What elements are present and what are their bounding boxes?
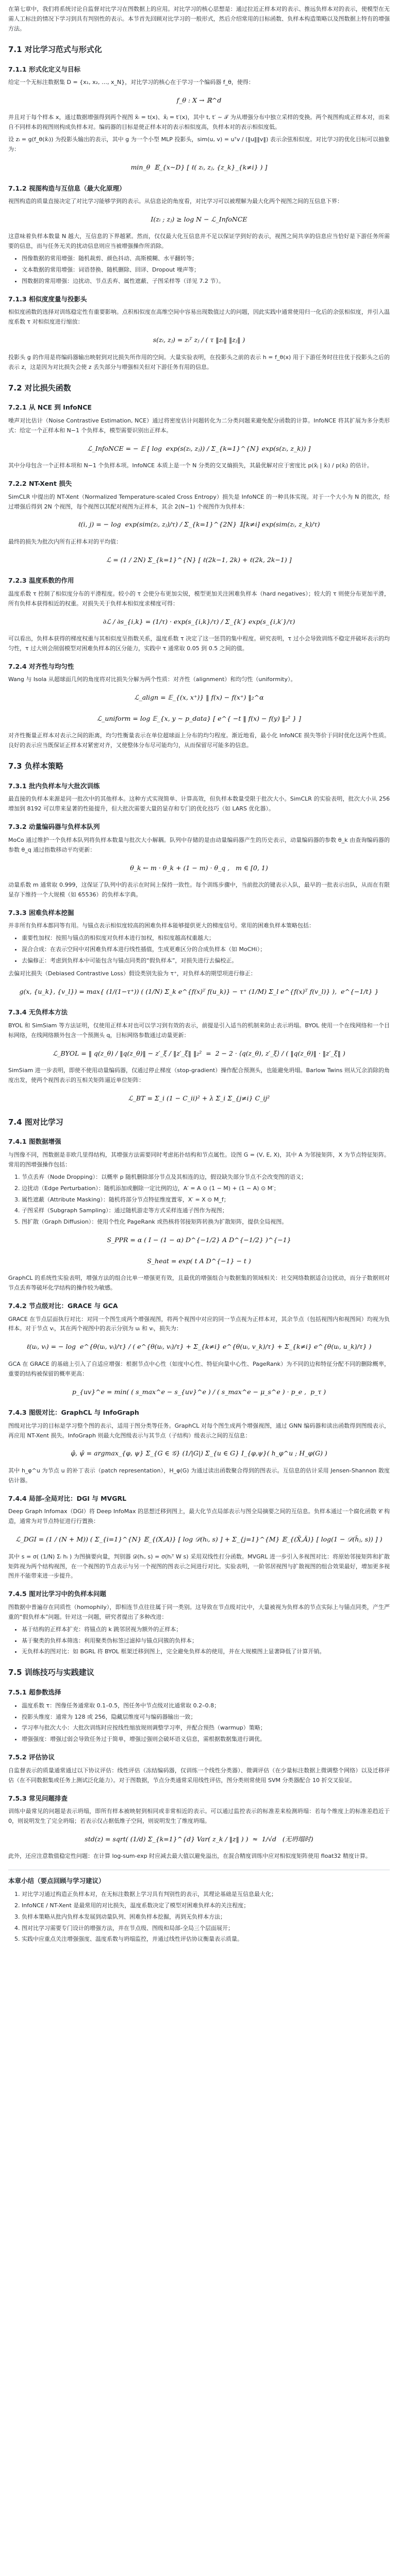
subsection-7-5-2-heading: 7.5.2 评估协议	[8, 1753, 55, 1761]
bullet-list	[8, 1701, 390, 1745]
subsection-7-1-2-heading: 7.1.2 视图构造与互信息（最大化原理）	[8, 184, 126, 192]
paragraph: 最终的损失为批次内所有正样本对的平均值：	[8, 538, 122, 545]
list-item: • 温度系数 τ：图像任务通常取 0.1–0.5，图任务中节点级对比通常取 0.2–0.8；	[22, 1701, 390, 1711]
paragraph: 投影头 g 的作用是将编码器输出映射到对比损失所作用的空间。大量实验表明，在投影头之前的表示 h = f_θ(x) 用于下游任务时往往优于投影头之后的表示 z，这是因为对比损失会使 z 丢失部分与增强相关但对下游任务有用的信息。	[8, 353, 390, 370]
section-7-4-heading: 7.4 图对比学习	[8, 1117, 63, 1127]
subsection-7-4-1-heading: 7.4.1 图数据增强	[8, 1138, 61, 1146]
equation: ℒ_uniform = log 𝔼_{x, y ∼ p_data} [ e^{ −t ‖ f(x) − f(y) ‖₂² } ]	[97, 714, 301, 722]
intro-paragraph: 在第七章中，我们将系统讨论自监督对比学习在图数据上的应用。对比学习的核心思想是：通过拉近正样本对的表示、推远负样本对的表示，使模型在无需人工标注的情况下学习到具有判别性的表示。本节首先回顾对比学习的一般形式，然后介绍常用的目标函数、负样本构造策略以及图数据上特有的增强方法。	[8, 6, 390, 32]
subsection-7-4-2-heading: 7.4.2 节点级对比：GRACE 与 GCA	[8, 1302, 118, 1310]
subsection-7-3-2-heading: 7.3.2 动量编码器与负样本队列	[8, 823, 100, 831]
paragraph: 对齐性衡量正样本对表示之间的距离，均匀性衡量表示在单位超球面上分布的均匀程度。渐近地看，最小化 InfoNCE 损失等价于同时优化这两个性质。良好的表示应当既保证正样本对紧密对齐，又使整体分布尽可能均匀，从而保留尽可能多的信息。	[8, 732, 390, 749]
paragraph: 相似度函数的选择对训练稳定性有重要影响。点积相似度在高维空间中容易出现数值过大的问题，因此实践中通常使用归一化后的余弦相似度，并引入温度系数 τ 对相似度进行缩放：	[8, 309, 390, 326]
subsection-7-4-5-heading: 7.4.5 图对比学习中的负样本问题	[8, 1590, 106, 1598]
subsection-7-2-2-heading: 7.2.2 NT-Xent 损失	[8, 480, 72, 488]
paragraph: 并非所有负样本都同等有用。与锚点表示相似度较高的困难负样本能够提供更大的梯度信号。常用的困难负样本策略包括：	[8, 922, 314, 929]
equation: S_heat = exp( t A D^{−1} − t )	[147, 1257, 251, 1265]
chapter-summary	[8, 1870, 390, 1944]
equation: ℓ(i, j) = − log exp(sim(zᵢ, zⱼ)/τ) / Σ_{k=1}^{2N} 𝟙[k≠i] exp(sim(zᵢ, z_k)/τ)	[78, 520, 320, 529]
subsection-7-1-3-heading: 7.1.3 相似度度量与投影头	[8, 295, 87, 303]
bullet-list	[8, 1625, 390, 1657]
list-item: • 投影头维度：通常为 128 或 256，隐藏层维度可与编码器输出一致；	[22, 1713, 390, 1722]
paragraph: 最直接的负样本来源是同一批次中的其他样本。这种方式实现简单、计算高效，但负样本数量受限于批次大小。SimCLR 的实验表明，批次大小从 256 增加到 8192 可以带来显著的性能提升，但大批次需要大量的显存和专门的优化技巧（如 LARS 优化器）。	[8, 795, 390, 812]
equation: ℓ(uᵢ, vᵢ) = − log e^{θ(uᵢ, vᵢ)/τ} / ( e^{θ(uᵢ, vᵢ)/τ} + Σ_{k≠i} e^{θ(uᵢ, v_k)/τ} + Σ_{k≠i} e^{θ(uᵢ, u_k)/τ} )	[26, 1343, 372, 1351]
subsection-7-1-1-heading: 7.1.1 形式化定义与目标	[8, 65, 80, 73]
numbered-list	[8, 1173, 390, 1228]
equation: min_θ 𝔼_{x∼D} [ ℓ( zᵢ, zⱼ, {z_k}_{k≠i} ) ]	[130, 163, 268, 172]
equation: ∂ℒ / ∂s_{i,k} = (1/τ) · exp(s_{i,k}/τ) / Σ_{k′} exp(s_{i,k′}/τ)	[103, 617, 295, 625]
equation: ℒ_BYOL = ‖ q(z_θ) / ‖q(z_θ)‖ − z′_ξ / ‖z′_ξ‖ ‖₂² = 2 − 2 · ⟨q(z_θ), z′_ξ⟩ / ( ‖q(z_θ)‖ · ‖z′_ξ‖ )	[53, 1049, 345, 1057]
equation: ℒ_InfoNCE = − 𝔼 [ log exp(s(zᵢ, zⱼ)) / Σ_{k=1}^{N} exp(s(zᵢ, z_k)) ]	[87, 444, 311, 452]
subsection-7-2-4-heading: 7.2.4 对齐性与均匀性	[8, 662, 74, 670]
equation: g(x, {u_k}, {v_l}) = max{ (1/(1−τ⁺)) ( (1/N) Σ_k e^{f(x)ᵀ f(u_k)} − τ⁺ (1/M) Σ_l e^{f(x)ᵀ f(v_l)} ), e^{−1/t} }	[19, 987, 379, 995]
paragraph: SimCLR 中提出的 NT-Xent（Normalized Temperature-scaled Cross Entropy）损失是 InfoNCE 的一种具体实现。对于一个大小为 N 的批次，经过增强后得到 2N 个视图，每个视图以其配对视图为正样本，其余 2(N−1) 个视图作为负样本：	[8, 493, 390, 510]
equation: θ_k ← m · θ_k + (1 − m) · θ_q , m ∈ [0, 1)	[130, 863, 268, 872]
list-item: • 文本数据的常用增强：词语替换、随机删除、回译、Dropout 噪声等；	[22, 265, 390, 275]
bullet-list	[8, 254, 390, 286]
list-item: 5. 图扩散（Graph Diffusion）：使用个性化 PageRank 或热核将邻接矩阵转换为扩散矩阵，提供全局视图。	[22, 1217, 390, 1227]
paragraph: 图数据中普遍存在同质性（homophily），即相连节点往往属于同一类别。这导致在节点级对比中，大量被视为负样本的节点实际上与锚点同类，产生严重的“假负样本”问题。针对这一问题，研究者提出了多种改进：	[8, 1603, 390, 1620]
paragraph: 图级对比学习的目标是学习整个图的表示，适用于图分类等任务。GraphCL 对每个图生成两个增强视图，通过 GNN 编码器和读出函数得到图级表示，再应用 NT-Xent 损失。InfoGraph 则最大化图级表示与其节点（子结构）级表示之间的互信息：	[8, 1422, 390, 1439]
section-7-2-heading: 7.2 对比损失函数	[8, 383, 71, 393]
list-item: • 基于聚类的负样本筛选：利用聚类伪标签过滤掉与锚点同簇的负样本；	[22, 1636, 390, 1646]
subsection-7-4-4-heading: 7.4.4 局部-全局对比：DGI 与 MVGRL	[8, 1494, 127, 1502]
equation: std(z) = sqrt( (1/d) Σ_{k=1}^{d} Var( z_k / ‖z‖ ) ) ≈ 1/√d (无坍塌时)	[85, 1835, 313, 1843]
subsection-7-5-3-heading: 7.5.3 常见问题排查	[8, 1794, 68, 1802]
list-item: • 重要性加权：按照与锚点的相似度对负样本进行加权，相似度越高权重越大；	[22, 934, 390, 943]
paragraph: 给定一个无标注数据集 D = {x₁, x₂, …, x_N}，对比学习的核心在于学习一个编码器 f_θ，使得：	[8, 79, 254, 86]
summary-heading: 本章小结（要点回顾与学习建议）	[8, 1877, 105, 1885]
numbered-list	[8, 1890, 390, 1945]
equation: ℒ_BT = Σ_i (1 − C_ii)² + λ Σ_i Σ_{j≠i} C_ij²	[128, 1094, 270, 1103]
list-item: 3. 负样本策略从批内负样本发展到动量队列、困难负样本挖掘，再到无负样本方法；	[22, 1912, 390, 1922]
paragraph: 与图像不同，图数据是非欧几里得结构，其增强方法需要同时考虑拓扑结构和节点属性。设图 G = (V, E, X)，其中 A 为邻接矩阵，X 为节点特征矩阵。常用的图增强操作包括：	[8, 1151, 390, 1168]
equation: s(zᵢ, zⱼ) = zᵢᵀ zⱼ / ( τ ‖zᵢ‖ ‖zⱼ‖ )	[153, 336, 245, 344]
paragraph: 其中 h_φ^u 为节点 u 的补丁表示（patch representation），H_φ(G) 为通过读出函数聚合得到的图表示。互信息的估计采用 Jensen-Shannon 散度估计器。	[8, 1467, 390, 1484]
paragraph: 这意味着负样本数量 N 越大，互信息的下界越紧。然而，仅仅最大化互信息并不足以保证学到好的表示，视图之间共享的信息应当恰好是下游任务所需要的信息，而与任务无关的扰动信息则应当被增强操作所消除。	[8, 233, 390, 250]
equation: φ̂, ψ̂ = argmax_{φ, ψ} Σ_{G ∈ 𝒢} (1/|G|) Σ_{u ∈ G} I_{φ,ψ}( h_φ^u ; H_φ(G) )	[71, 1449, 327, 1458]
subsection-7-2-1-heading: 7.2.1 从 NCE 到 InfoNCE	[8, 403, 92, 412]
list-item: 2. InfoNCE / NT-Xent 是最常用的对比损失，温度系数决定了模型对困难负样本的关注程度；	[22, 1901, 390, 1911]
paragraph: 此外，还应注意数值稳定性问题：在计算 log-sum-exp 时应减去最大值以避免溢出，在混合精度训练中应对相似度矩阵使用 float32 精度计算。	[8, 1853, 371, 1860]
equation: p_{uv}^e = min( ( s_max^e − s_{uv}^e ) / ( s_max^e − μ_s^e ) · p_e , p_τ )	[72, 1387, 326, 1396]
paragraph: Deep Graph Infomax（DGI）将 Deep InfoMax 的思想迁移到图上，最大化节点局部表示与图全局摘要之间的互信息。负样本通过一个腐化函数 𝒞 构造，通常为对节点特征进行行置换：	[8, 1508, 390, 1525]
section-7-1-heading: 7.1 对比学习范式与形式化	[8, 44, 102, 54]
paragraph: 自监督表示的质量通常通过以下协议评估：线性评估（冻结编码器，仅训练一个线性分类器）、微调评估（在少量标注数据上微调整个网络）以及迁移评估（在不同数据集或任务上测试泛化能力）。对于图数据，节点分类通常采用线性评估，图分类则常使用 SVM 分类器配合 10 折交叉验证。	[8, 1767, 390, 1784]
list-item: 5. 实践中应重点关注增强强度、温度系数与坍塌监控，并通过线性评估协议衡量表示质量。	[22, 1935, 390, 1944]
subsection-7-3-1-heading: 7.3.1 批内负样本与大批次训练	[8, 782, 100, 790]
equation: f_θ : X → ℝ^d	[176, 96, 222, 104]
list-item: • 基于结构的正样本扩充：将锚点的 k 跳邻居视为额外的正样本；	[22, 1625, 390, 1635]
paragraph: 动量系数 m 通常取 0.999，这保证了队列中的表示在时间上保持一致性。每个训练步骤中，当前批次的键表示入队，最早的一批表示出队，从而在有限显存下维持一个大规模（如 65536）的负样本字典。	[8, 882, 390, 899]
subsection-7-5-1-heading: 7.5.1 超参数选择	[8, 1688, 61, 1697]
list-item: • 学习率与批次大小：大批次训练时应按线性缩放规则调整学习率，并配合预热（warmup）策略；	[22, 1723, 390, 1733]
list-item: • 无负样本的图对比：如 BGRL 将 BYOL 框架迁移到图上，完全避免负样本的使用，并在大规模图上显著降低了计算开销。	[22, 1647, 390, 1657]
list-item: 2. 边扰动（Edge Perturbation）：随机添加或删除一定比例的边，A′ = A ⊙ (1 − M) + (1 − A) ⊙ M′；	[22, 1184, 390, 1194]
paragraph: 视图构造的质量直接决定了对比学习能够学到的表示。从信息论的角度看，对比学习可以被理解为最大化两个视图之间的互信息下界：	[8, 198, 343, 205]
subsection-7-3-3-heading: 7.3.3 困难负样本挖掘	[8, 908, 74, 917]
list-item: • 图数据的常用增强：边扰动、节点丢弃、属性遮蔽、子图采样等（详见 7.2 节）。	[22, 277, 390, 286]
section-7-3-heading: 7.3 负样本策略	[8, 761, 63, 771]
paragraph: 训练中最常见的问题是表示坍塌，即所有样本被映射到相同或非常相近的表示。可以通过监控表示的标准差来检测坍塌：若每个维度上的标准差趋近于 0，则说明发生了完全坍塌；若表示仅占据低维子空间，则说明发生了维度坍塌。	[8, 1808, 390, 1824]
equation: ℒ = (1 / 2N) Σ_{k=1}^{N} [ ℓ(2k−1, 2k) + ℓ(2k, 2k−1) ]	[106, 555, 292, 564]
paragraph: 温度系数 τ 控制了相似度分布的平滑程度。较小的 τ 会使分布更加尖锐，模型更加关注困难负样本（hard negatives）；较大的 τ 则使分布更加平滑，所有负样本获得相近的权重。对损失关于负样本相似度求梯度可得：	[8, 590, 390, 607]
list-item: • 去偏修正：考虑到负样本中可能包含与锚点同类的“假负样本”，对损失进行去偏校正。	[22, 956, 390, 966]
paragraph: 去偏对比损失（Debiased Contrastive Loss）假设类别先验为 τ⁺，对负样本的期望项进行修正：	[8, 970, 256, 977]
list-item: 1. 对比学习通过构造正负样本对，在无标注数据上学习具有判别性的表示，其理论基础是互信息最大化；	[22, 1890, 390, 1900]
subsection-7-3-4-heading: 7.3.4 无负样本方法	[8, 1008, 68, 1016]
paragraph: GRACE 在节点层面执行对比：对同一个图生成两个增强视图，将两个视图中对应的同一节点视为正样本对，其余节点（包括视图内和视图间）均视为负样本。对于节点 vᵢ，其在两个视图中的表示分别为 uᵢ 和 vᵢ，损失为：	[8, 1315, 390, 1332]
subsection-7-4-3-heading: 7.4.3 图级对比：GraphCL 与 InfoGraph	[8, 1409, 139, 1417]
paragraph: 噪声对比估计（Noise Contrastive Estimation, NCE）通过将密度估计问题转化为二分类问题来避免配分函数的计算。InfoNCE 将其扩展为多分类形式：给定一个正样本和 N−1 个负样本，模型需要识别出正样本。	[8, 417, 390, 434]
equation: ℒ_align = 𝔼_{(x, x⁺)} ‖ f(x) − f(x⁺) ‖₂^α	[134, 693, 264, 702]
bullet-list	[8, 934, 390, 966]
subsection-7-2-3-heading: 7.2.3 温度系数的作用	[8, 577, 74, 585]
paragraph: 其中 s = σ( (1/N) Σᵢ hᵢ ) 为图摘要向量，判别器 𝒟(hᵢ, s) = σ(hᵢᵀ W s) 采用双线性打分函数。MVGRL 进一步引入多视图对比：将原始邻接矩阵和扩散矩阵视为两个结构视图，在一个视图的节点表示与另一个视图的图表示之间进行对比。实验表明，一阶邻居视图与扩散视图的组合效果最好，增加更多视图并不能带来进一步提升。	[8, 1553, 390, 1580]
paragraph: 设 zᵢ = g(f_θ(x̃ᵢ)) 为投影头输出的表示，其中 g 为一个小型 MLP 投影头，sim(u, v) = uᵀv / (‖u‖‖v‖) 表示余弦相似度。对比学习的优化目标可以抽象为：	[8, 136, 390, 153]
list-item: • 增强强度：增强过弱会导致任务过于简单，增强过强则会破坏语义信息，需根据数据集进行调优。	[22, 1735, 390, 1744]
paragraph: BYOL 和 SimSiam 等方法证明，仅使用正样本对也可以学习到有效的表示，前提是引入适当的机制来防止表示坍塌。BYOL 使用一个在线网络和一个目标网络，在线网络额外包含一个预测头 q，目标网络参数通过动量更新：	[8, 1022, 390, 1039]
paragraph: Wang 与 Isola 从超球面几何的角度将对比损失分解为两个性质：对齐性（alignment）和均匀性（uniformity）。	[8, 676, 296, 683]
list-item: 3. 属性遮蔽（Attribute Masking）：随机将部分节点特征维度置零，X′ = X ⊙ M_f；	[22, 1195, 390, 1205]
equation: S_PPR = α ( I − (1 − α) D^{−1/2} A D^{−1/2} )^{−1}	[107, 1236, 291, 1244]
paragraph: SimSiam 进一步表明，即使不使用动量编码器，仅通过停止梯度（stop-gradient）操作配合预测头，也能避免坍塌。Barlow Twins 则从冗余消除的角度出发，使两个视图表示的互相关矩阵逼近单位矩阵：	[8, 1067, 390, 1084]
list-item: 4. 图对比学习需要专门设计的增强方法，并在节点级、图级和局部-全局三个层面展开；	[22, 1924, 390, 1934]
list-item: • 混合合成：在表示空间中对困难负样本进行线性插值，生成更难区分的合成负样本（如 MoCHi）；	[22, 945, 390, 955]
paragraph: GCA 在 GRACE 的基础上引入了自适应增强：根据节点中心性（如度中心性、特征向量中心性、PageRank）为不同的边和特征分配不同的删除概率，重要的结构被保留的概率更高：	[8, 1360, 390, 1377]
equation: I(zᵢ ; zⱼ) ≥ log N − ℒ_InfoNCE	[151, 215, 247, 223]
paragraph: 可以看出，负样本获得的梯度权重与其相似度呈指数关系，温度系数 τ 决定了这一惩罚的集中程度。研究表明，τ 过小会导致训练不稳定并破坏表示的均匀性，τ 过大则会削弱模型对困难负样本的区分能力，实践中 τ 通常取 0.05 到 0.5 之间的值。	[8, 635, 390, 652]
paragraph: MoCo 通过维护一个负样本队列将负样本数量与批次大小解耦。队列中存储的是由动量编码器产生的历史表示，动量编码器的参数 θ_k 由查询编码器的参数 θ_q 通过指数移动平均更新：	[8, 836, 390, 853]
paragraph: GraphCL 的系统性实验表明，增强方法的组合比单一增强更有效，且最优的增强组合与数据集的领域相关：社交网络数据适合边扰动，而分子数据则对节点丢弃等破坏化学结构的操作较为敏感。	[8, 1275, 390, 1292]
equation: ℒ_DGI = (1 / (N + M)) ( Σ_{i=1}^{N} 𝔼_{(X,A)} [ log 𝒟(hᵢ, s) ] + Σ_{j=1}^{M} 𝔼_{(X̃,Ã)} [ log(1 − 𝒟(h̃ⱼ, s)) ] )	[15, 1535, 383, 1544]
section-7-5-heading: 7.5 训练技巧与实践建议	[8, 1668, 94, 1677]
paragraph: 并且对于每个样本 x，通过数据增强得到两个视图 x̃ᵢ = t(x)、x̃ⱼ = t′(x)，其中 t, t′ ~ 𝒯 为从增强分布中独立采样的变换。两个视图构成正样本对，而来自不同样本的视图则构成负样本对。编码器的目标是使正样本对的表示相似度高，负样本对的表示相似度低。	[8, 114, 390, 131]
list-item: 1. 节点丢弃（Node Dropping）：以概率 p 随机删除部分节点及其相连的边，假设缺失部分节点不会改变图的语义；	[22, 1173, 390, 1182]
paragraph: 其中分母包含一个正样本项和 N−1 个负样本项。InfoNCE 本质上是一个 N 分类的交叉熵损失，其最优解对应于密度比 p(x̃ⱼ | x̃ᵢ) / p(x̃ⱼ) 的估计。	[8, 462, 373, 469]
list-item: • 图像数据的常用增强：随机裁剪、颜色抖动、高斯模糊、水平翻转等；	[22, 254, 390, 264]
list-item: 4. 子图采样（Subgraph Sampling）：通过随机游走等方式采样连通子图作为视图；	[22, 1206, 390, 1216]
